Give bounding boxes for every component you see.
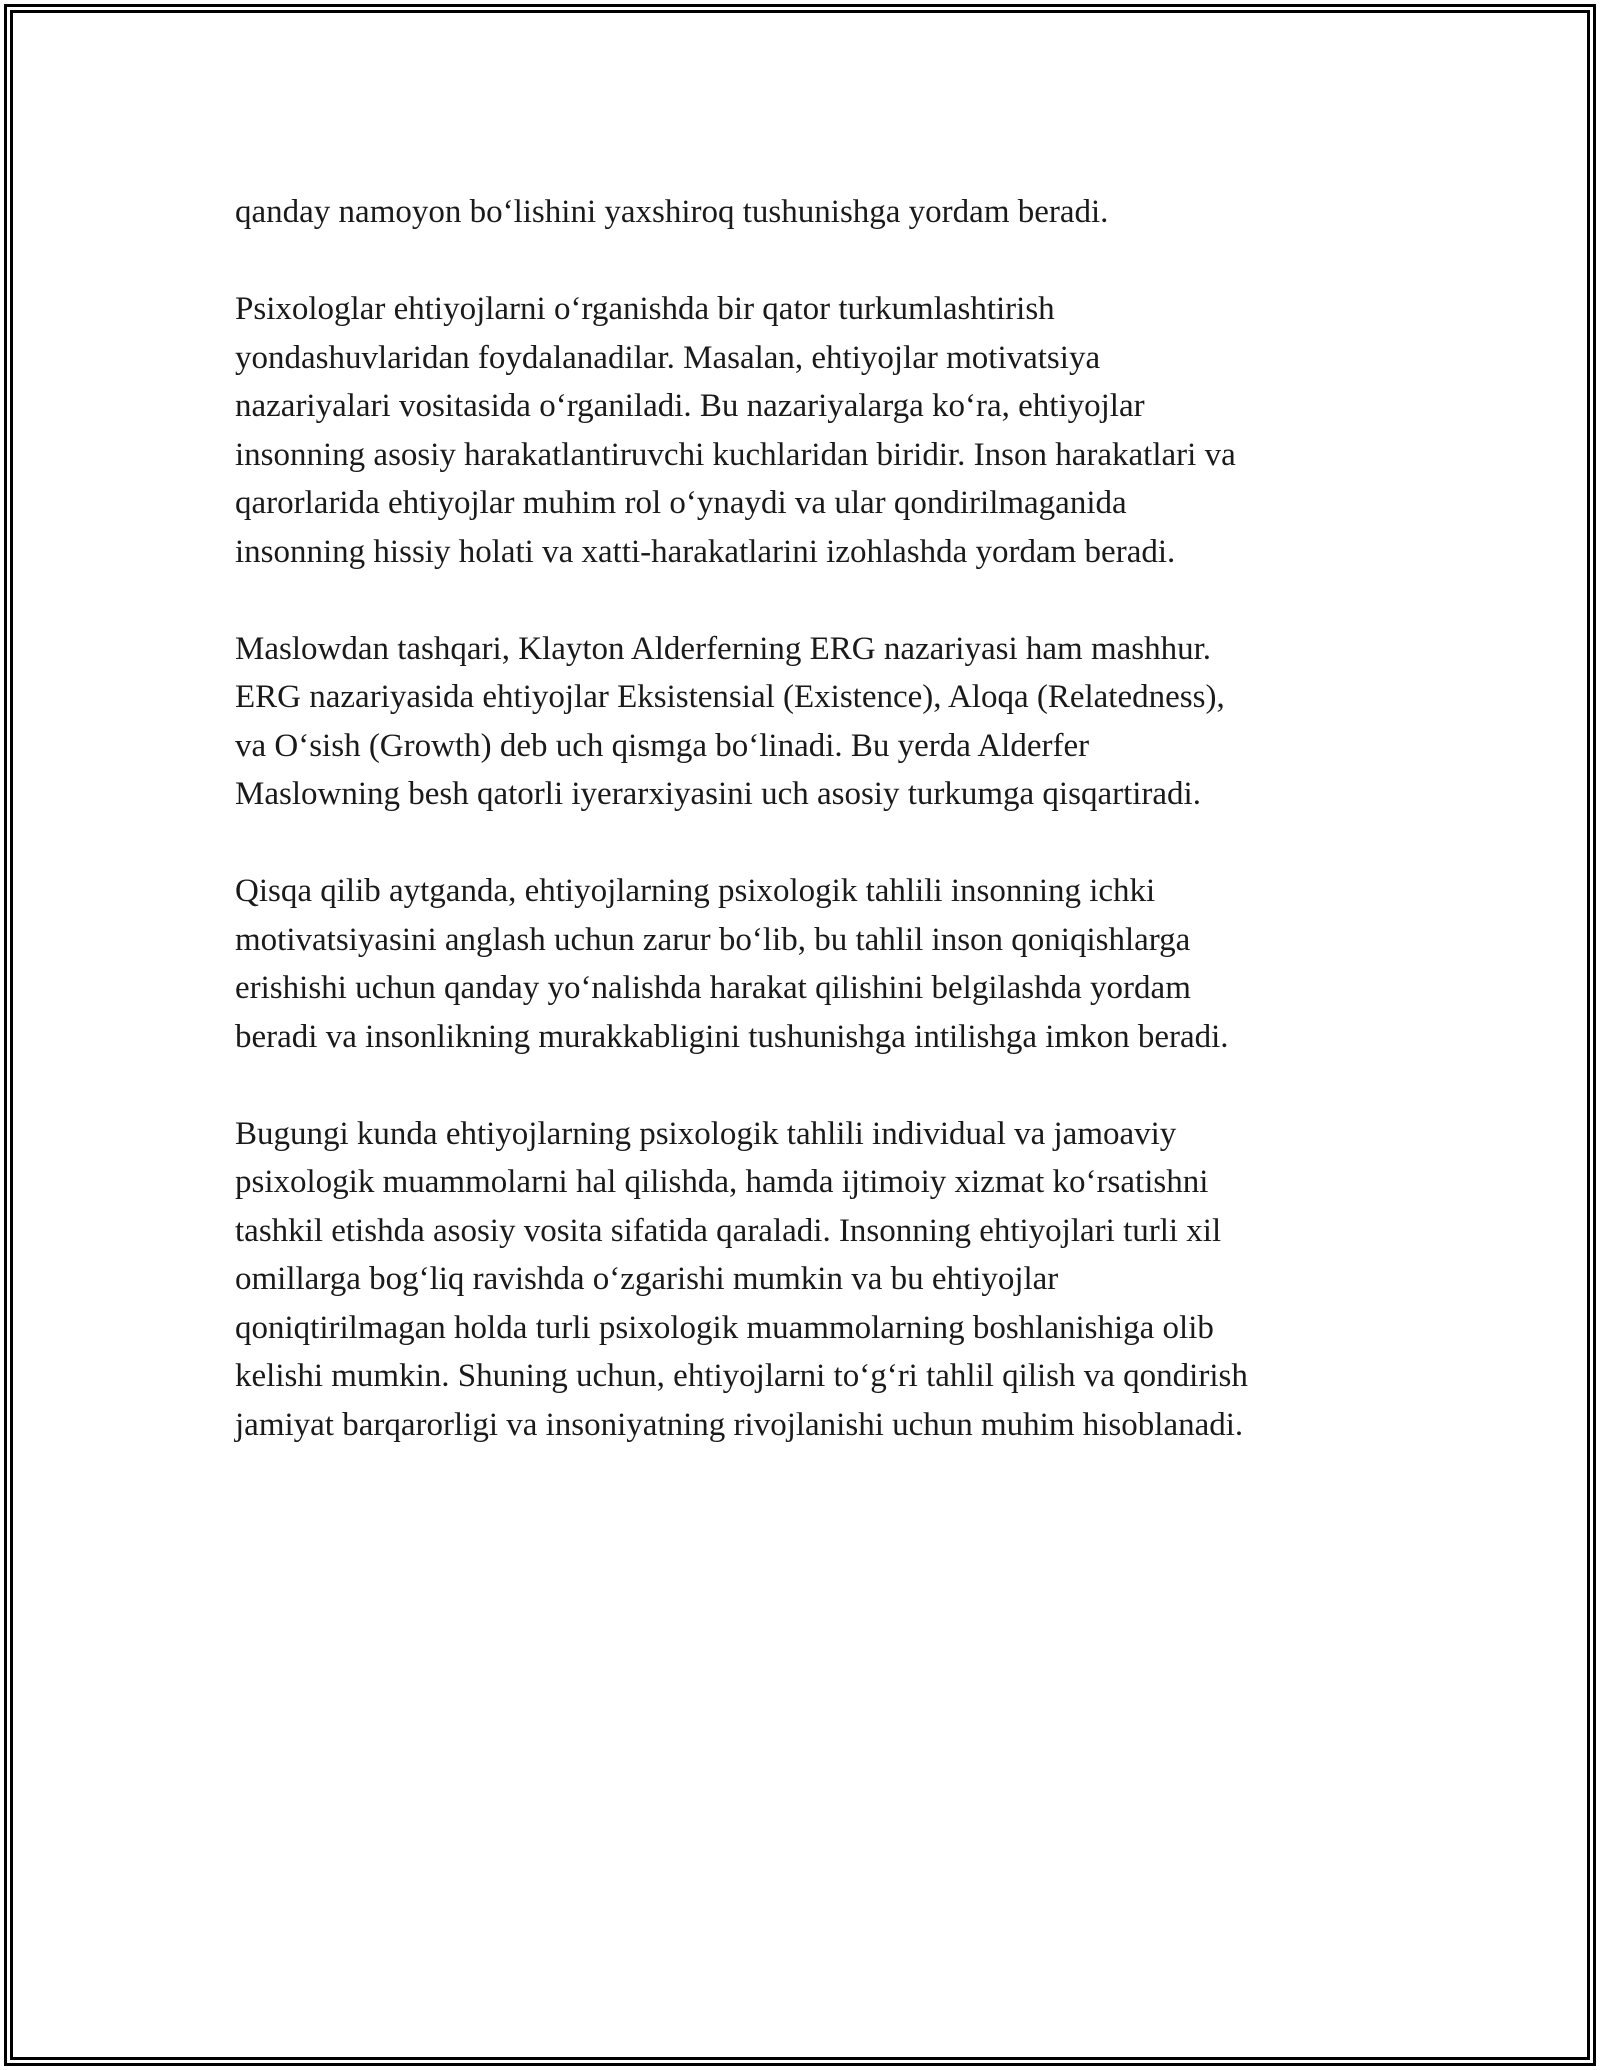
text-line: Maslowning besh qatorli iyerarxiyasini uch asosiy turkumga qisqartiradi. [235,776,1201,812]
text-line: erishishi uchun qanday yo‘nalishda harakat qilishini belgilashda yordam [235,970,1191,1006]
text-line: nazariyalari vositasida o‘rganiladi. Bu nazariyalarga ko‘ra, ehtiyojlar [235,388,1145,424]
text-line: qarorlarida ehtiyojlar muhim rol o‘ynaydi va ular qondirilmaganida [235,485,1127,521]
text-line: va O‘sish (Growth) deb uch qismga bo‘linadi. Bu yerda Alderfer [235,727,1090,764]
text-line: Qisqa qilib aytganda, ehtiyojlarning psixologik tahlili insonning ichki [235,873,1156,909]
text-line: ERG nazariyasida ehtiyojlar Eksistensial (Existence), Aloqa (Relatedness), [235,679,1225,715]
text-line: insonning hissiy holati va xatti-harakatlarini izohlashda yordam beradi. [235,533,1176,570]
text-line: psixologik muammolarni hal qilishda, hamda ijtimoiy xizmat ko‘rsatishni [235,1164,1209,1200]
text-line: jamiyat barqarorligi va insoniyatning rivojlanishi uchun muhim hisoblanadi. [235,1406,1244,1443]
text-line: yondashuvlaridan foydalanadilar. Masalan, ehtiyojlar motivatsiya [235,339,1101,376]
text-line: beradi va insonlikning murakkabligini tushunishga intilishga imkon beradi. [235,1018,1229,1055]
text-line: omillarga bog‘liq ravishda o‘zgarishi mumkin va bu ehtiyojlar [235,1261,1059,1297]
document-body [235,188,1365,1498]
text-line: Bugungi kunda ehtiyojlarning psixologik tahlili individual va jamoaviy [235,1115,1177,1152]
paragraph-3 [235,625,1365,819]
paragraph-1 [235,188,1365,237]
paragraph-2 [235,285,1365,576]
text-line: Psixologlar ehtiyojlarni o‘rganishda bir qator turkumlashtirish [235,291,1055,327]
text-line: qanday namoyon bo‘lishini yaxshiroq tushunishga yordam beradi. [235,194,1109,230]
text-line: insonning asosiy harakatlantiruvchi kuchlaridan biridir. Inson harakatlari va [235,436,1236,473]
text-line: Maslowdan tashqari, Klayton Alderferning ERG nazariyasi ham mashhur. [235,630,1212,667]
text-line: kelishi mumkin. Shuning uchun, ehtiyojlarni to‘g‘ri tahlil qilish va qondirish [235,1358,1248,1394]
text-line: qoniqtirilmagan holda turli psixologik muammolarning boshlanishiga olib [235,1309,1214,1346]
paragraph-5 [235,1110,1365,1450]
text-line: tashkil etishda asosiy vosita sifatida qaraladi. Insonning ehtiyojlari turli xil [235,1212,1222,1249]
text-line: motivatsiyasini anglash uchun zarur bo‘lib, bu tahlil inson qoniqishlarga [235,921,1191,958]
paragraph-4 [235,867,1365,1061]
